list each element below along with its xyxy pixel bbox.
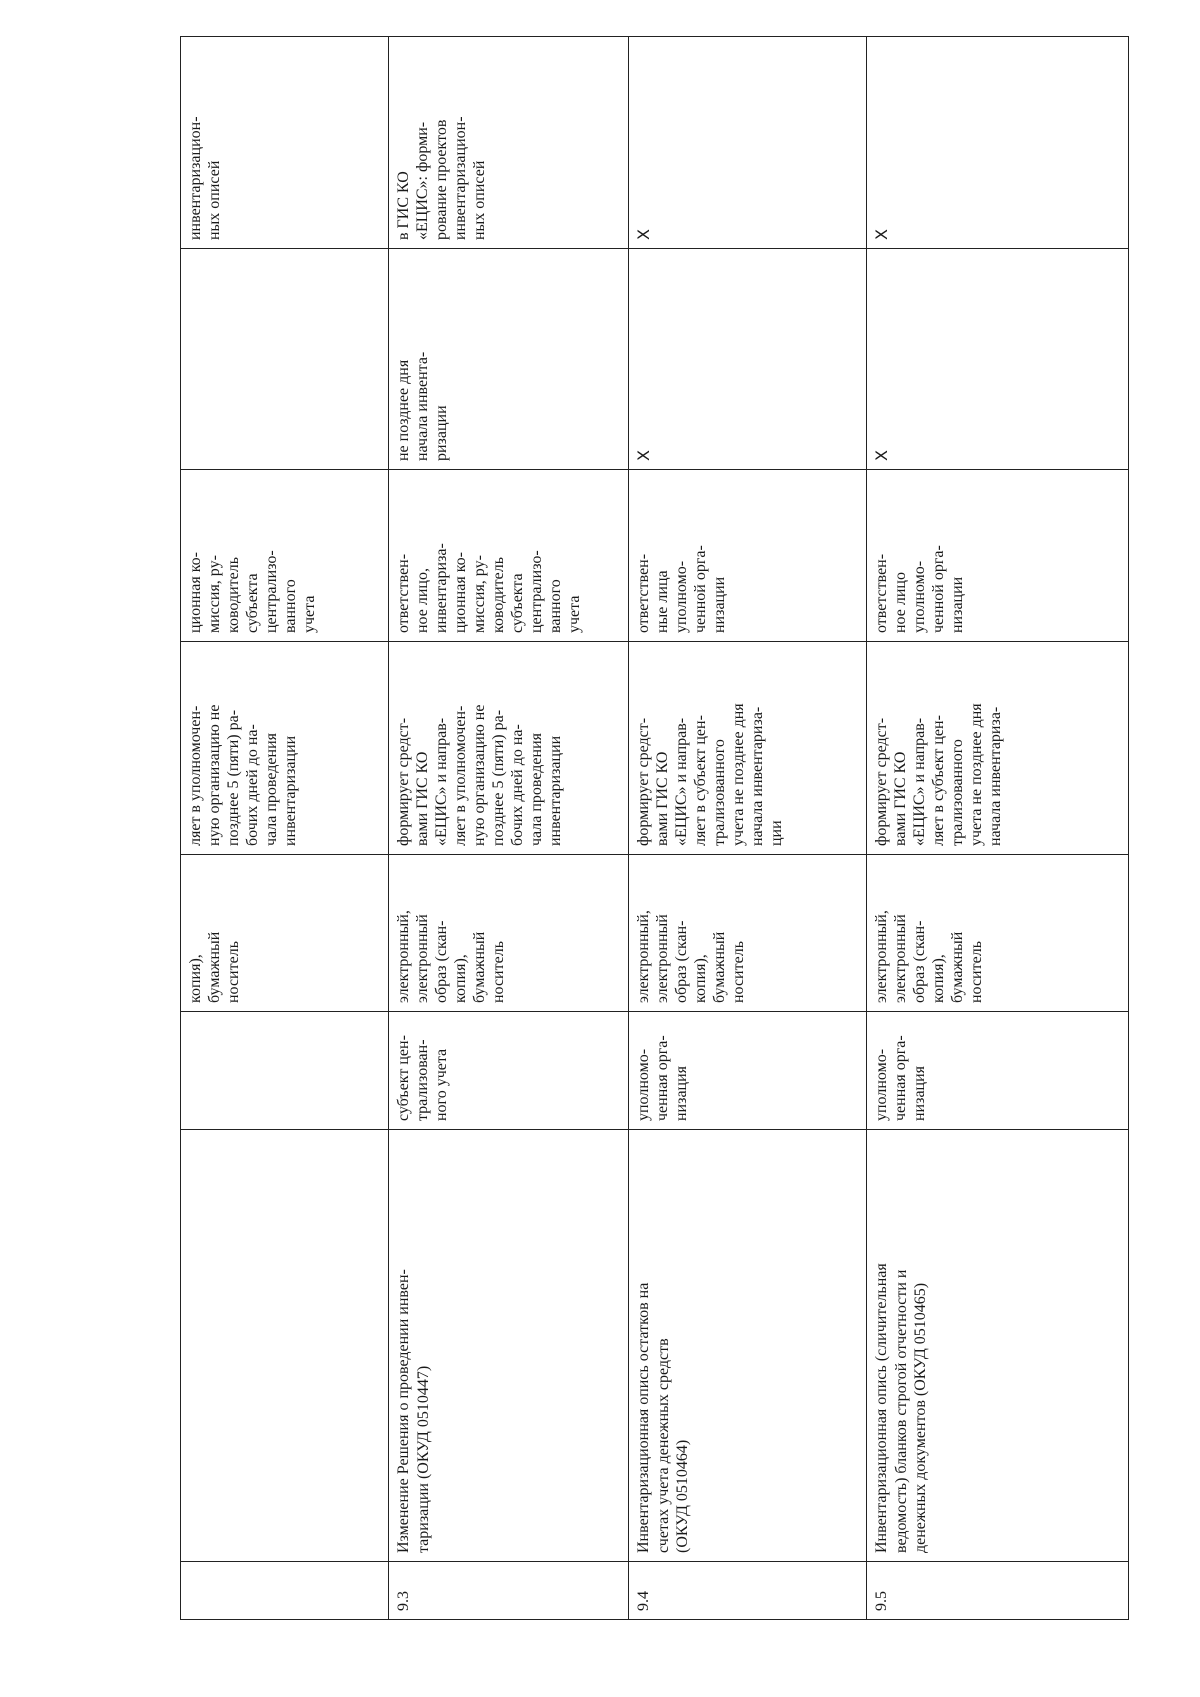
table-row: [629, 37, 867, 1620]
signers-cell: ционная ко- миссия, ру- ководитель субъекта централизо- ванного учета: [181, 470, 389, 642]
procedure-cell: формирует средст- вами ГИС КО «ЕЦИС» и направ- ляет в субъект цен- трализованного учета не позднее дня начала инвентариза-: [867, 642, 1129, 855]
format-cell: электронный, электронный образ (скан- копия), бумажный носитель: [389, 855, 629, 1012]
responsible-cell: субъект цен- трализован- ного учета: [389, 1012, 629, 1130]
signers-cell: ответствен- ное лицо, инвентариза- ционная ко- миссия, ру- ководитель субъекта централизо- ванного учета: [389, 470, 629, 642]
note-cell: X: [629, 37, 867, 249]
rotated-table-wrapper: [180, 37, 1097, 1620]
deadline-cell: X: [867, 249, 1129, 470]
document-name-cell: Инвентаризационная опись (сличительная ведомость) бланков строгой отчетности и денежных документов (ОКУД 0510465): [867, 1130, 1129, 1562]
format-cell: электронный, электронный образ (скан- копия), бумажный носитель: [867, 855, 1129, 1012]
procedure-cell: формирует средст- вами ГИС КО «ЕЦИС» и направ- ляет в субъект цен- трализованного учета не позднее дня начала инвентариза- ции: [629, 642, 867, 855]
signers-cell: ответствен- ные лица уполномо- ченной орга- низации: [629, 470, 867, 642]
document-name-cell: Инвентаризационная опись остатков на счетах учета денежных средств (ОКУД 0510464): [629, 1130, 867, 1562]
format-cell: копия), бумажный носитель: [181, 855, 389, 1012]
row-number-cell: 9.4: [629, 1562, 867, 1620]
deadline-cell: X: [629, 249, 867, 470]
row-number-cell: [181, 1562, 389, 1620]
table-row: [181, 37, 389, 1620]
procedure-cell: формирует средст- вами ГИС КО «ЕЦИС» и направ- ляет в уполномочен- ную организацию не позднее 5 (пяти) ра- бочих дней до на- чала проведения инвентаризации: [389, 642, 629, 855]
format-cell: электронный, электронный образ (скан- копия), бумажный носитель: [629, 855, 867, 1012]
note-cell: инвентаризацион- ных описей: [181, 37, 389, 249]
row-number-cell: 9.5: [867, 1562, 1129, 1620]
table-row: [389, 37, 629, 1620]
deadline-cell: [181, 249, 389, 470]
note-cell: X: [867, 37, 1129, 249]
responsible-cell: уполномо- ченная орга- низация: [867, 1012, 1129, 1130]
row-number-cell: 9.3: [389, 1562, 629, 1620]
deadline-cell: не позднее дня начала инвента- ризации: [389, 249, 629, 470]
inventory-procedures-table: [180, 36, 1129, 1620]
signers-cell: ответствен- ное лицо уполномо- ченной орга- низации: [867, 470, 1129, 642]
document-name-cell: [181, 1130, 389, 1562]
procedure-cell: ляет в уполномочен- ную организацию не позднее 5 (пяти) ра- бочих дней до на- чала проведения инвентаризации: [181, 642, 389, 855]
note-cell: в ГИС КО «ЕЦИС»: форми- рование проектов инвентаризацион- ных описей: [389, 37, 629, 249]
document-name-cell: Изменение Решения о проведении инвен- таризации (ОКУД 0510447): [389, 1130, 629, 1562]
table-row: [867, 37, 1129, 1620]
responsible-cell: [181, 1012, 389, 1130]
responsible-cell: уполномо- ченная орга- низация: [629, 1012, 867, 1130]
